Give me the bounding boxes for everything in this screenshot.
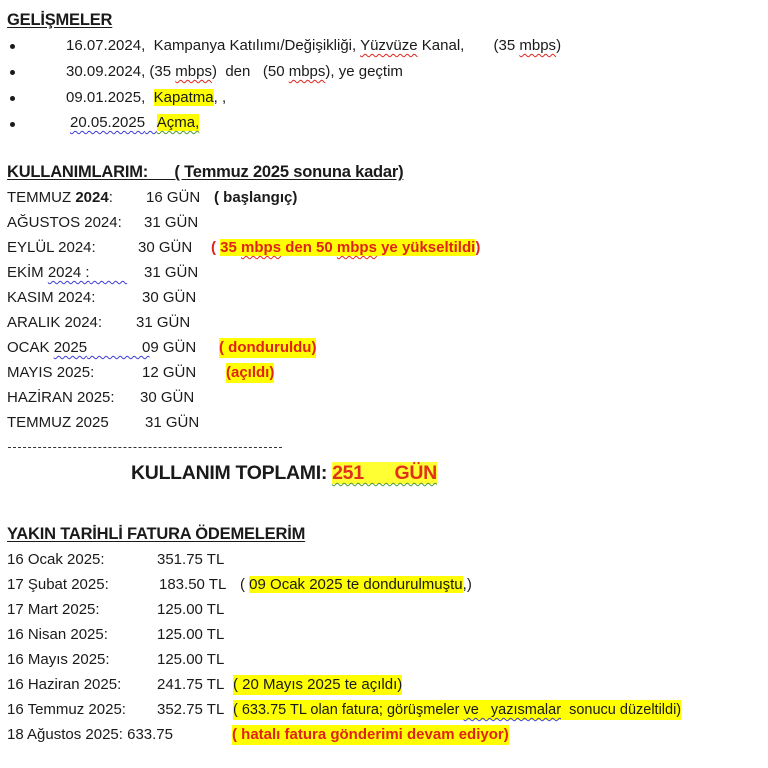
invoice-amount: 352.75 TL bbox=[157, 701, 225, 718]
item-highlight: Açma, bbox=[156, 114, 200, 131]
usage-days: 31 GÜN bbox=[144, 264, 199, 281]
usage-days: 30 GÜN bbox=[142, 289, 197, 306]
list-item bbox=[70, 113, 199, 133]
invoice-note: ( bbox=[240, 576, 250, 593]
invoice-date: 16 Ocak 2025: bbox=[7, 551, 105, 568]
usage-month: TEMMUZ bbox=[7, 189, 76, 206]
usage-month: AĞUSTOS 2024: bbox=[7, 214, 122, 231]
invoice-amount: 351.75 TL bbox=[157, 551, 225, 568]
invoice-amount: 125.00 TL bbox=[157, 626, 225, 643]
usage-month-misspelled: 2025 bbox=[53, 339, 88, 356]
invoice-note: sonucu düzeltildi) bbox=[561, 702, 682, 718]
usage-note: ( başlangıç) bbox=[214, 189, 298, 206]
invoice-date: 18 Ağustos 2025: 633.75 bbox=[7, 726, 173, 743]
item-text: (50 bbox=[262, 63, 289, 80]
section-title-fatura: YAKIN TARİHLİ FATURA ÖDEMELERİM bbox=[7, 525, 306, 543]
item-text-misspelled: mbps bbox=[175, 63, 212, 80]
usage-days: 09 GÜN bbox=[142, 339, 197, 356]
list-item bbox=[66, 36, 561, 56]
usage-total-value: 251 GÜN bbox=[332, 462, 437, 484]
invoice-date: 17 Şubat 2025: bbox=[7, 576, 109, 593]
item-text: den bbox=[225, 63, 251, 80]
usage-row bbox=[7, 188, 113, 208]
usage-month bbox=[7, 338, 150, 358]
usage-month: EKİM bbox=[7, 264, 48, 281]
item-date: 30.09.2024, bbox=[66, 63, 146, 80]
item-text-misspelled: mbps bbox=[519, 37, 557, 54]
usage-note: ye yükseltildi bbox=[376, 239, 476, 256]
section-title-gelismeler: GELİŞMELER bbox=[7, 11, 113, 29]
invoice-date: 16 Mayıs 2025: bbox=[7, 651, 110, 668]
invoice-note-highlight bbox=[233, 700, 681, 720]
item-text: ) bbox=[211, 63, 217, 80]
invoice-note: ,) bbox=[462, 576, 472, 593]
usage-days: 30 GÜN bbox=[140, 389, 195, 406]
usage-total-label: KULLANIM TOPLAMI: bbox=[131, 462, 328, 484]
usage-days: 12 GÜN bbox=[142, 364, 197, 381]
bullet-icon bbox=[10, 44, 15, 49]
item-text-misspelled: Yüzvüze bbox=[360, 37, 418, 54]
invoice-date: 17 Mart 2025: bbox=[7, 601, 100, 618]
bullet-icon bbox=[10, 70, 15, 75]
invoice-amount: 125.00 TL bbox=[157, 651, 225, 668]
item-text: ), ye geçtim bbox=[325, 63, 403, 80]
invoice-amount: 241.75 TL bbox=[157, 676, 225, 693]
invoice-note bbox=[240, 575, 472, 595]
usage-days: 31 GÜN bbox=[145, 414, 200, 431]
usage-days: 31 GÜN bbox=[136, 314, 191, 331]
invoice-date: 16 Temmuz 2025: bbox=[7, 701, 126, 718]
item-text: , , bbox=[213, 89, 227, 106]
usage-total bbox=[131, 461, 437, 485]
invoice-amount: 183.50 TL bbox=[159, 576, 227, 593]
list-item bbox=[66, 88, 226, 108]
usage-note: ( donduruldu) bbox=[219, 339, 317, 356]
item-text: Kanal, bbox=[417, 37, 465, 54]
usage-month: ARALIK 2024: bbox=[7, 314, 103, 331]
usage-note-misspelled: mbps bbox=[336, 239, 377, 256]
item-text: (35 bbox=[493, 37, 520, 54]
usage-note: ( bbox=[211, 239, 221, 256]
usage-month: MAYIS 2025: bbox=[7, 364, 95, 381]
section-title-kullanimlarim: KULLANIMLARIM: ( Temmuz 2025 sonuna kadar) bbox=[7, 163, 404, 181]
bullet-icon bbox=[10, 122, 15, 127]
list-item bbox=[66, 62, 403, 82]
usage-note-misspelled: mbps bbox=[241, 239, 282, 256]
invoice-note-highlight: ( 20 Mayıs 2025 te açıldı) bbox=[233, 676, 403, 693]
usage-month: : bbox=[108, 189, 113, 206]
usage-month-misspelled: 2024 : bbox=[47, 264, 90, 281]
usage-days: 16 GÜN bbox=[146, 189, 201, 206]
invoice-note-highlight: 09 Ocak 2025 te dondurulmuştu bbox=[249, 576, 463, 593]
usage-month: OCAK bbox=[7, 339, 54, 356]
usage-month: KASIM 2024: bbox=[7, 289, 96, 306]
usage-month: TEMMUZ 2025 bbox=[7, 414, 109, 431]
item-text-misspelled: mbps bbox=[288, 63, 326, 80]
usage-note: (açıldı) bbox=[226, 364, 275, 381]
usage-days: 31 GÜN bbox=[144, 214, 199, 231]
divider bbox=[8, 447, 282, 448]
invoice-note-highlight: ( hatalı fatura gönderimi devam ediyor) bbox=[232, 726, 509, 743]
invoice-date: 16 Haziran 2025: bbox=[7, 676, 122, 693]
invoice-note: ( 633.75 TL olan fatura; görüşmeler bbox=[233, 702, 464, 718]
item-highlight: Kapatma bbox=[153, 89, 214, 106]
invoice-amount: 125.00 TL bbox=[157, 601, 225, 618]
invoice-date: 16 Nisan 2025: bbox=[7, 626, 108, 643]
item-date: 09.01.2025, bbox=[66, 89, 146, 106]
usage-days: 30 GÜN bbox=[138, 239, 193, 256]
usage-note: ) bbox=[475, 239, 481, 256]
usage-month: 2024 bbox=[75, 189, 109, 206]
usage-note: den 50 bbox=[281, 239, 337, 256]
usage-month: HAZİRAN 2025: bbox=[7, 389, 115, 406]
usage-note bbox=[211, 238, 480, 258]
invoice-note-misspelled: ve yazısmalar bbox=[463, 702, 562, 718]
item-date: 20.05.2025 bbox=[70, 114, 146, 131]
item-text: (35 bbox=[149, 63, 176, 80]
usage-month: EYLÜL 2024: bbox=[7, 239, 96, 256]
item-text: ) bbox=[556, 37, 562, 54]
usage-month bbox=[7, 263, 127, 283]
item-date: 16.07.2024, bbox=[66, 37, 146, 54]
item-text: Kampanya Katılımı/Değişikliği, bbox=[153, 37, 361, 54]
bullet-icon bbox=[10, 96, 15, 101]
usage-note: 35 bbox=[220, 239, 242, 256]
